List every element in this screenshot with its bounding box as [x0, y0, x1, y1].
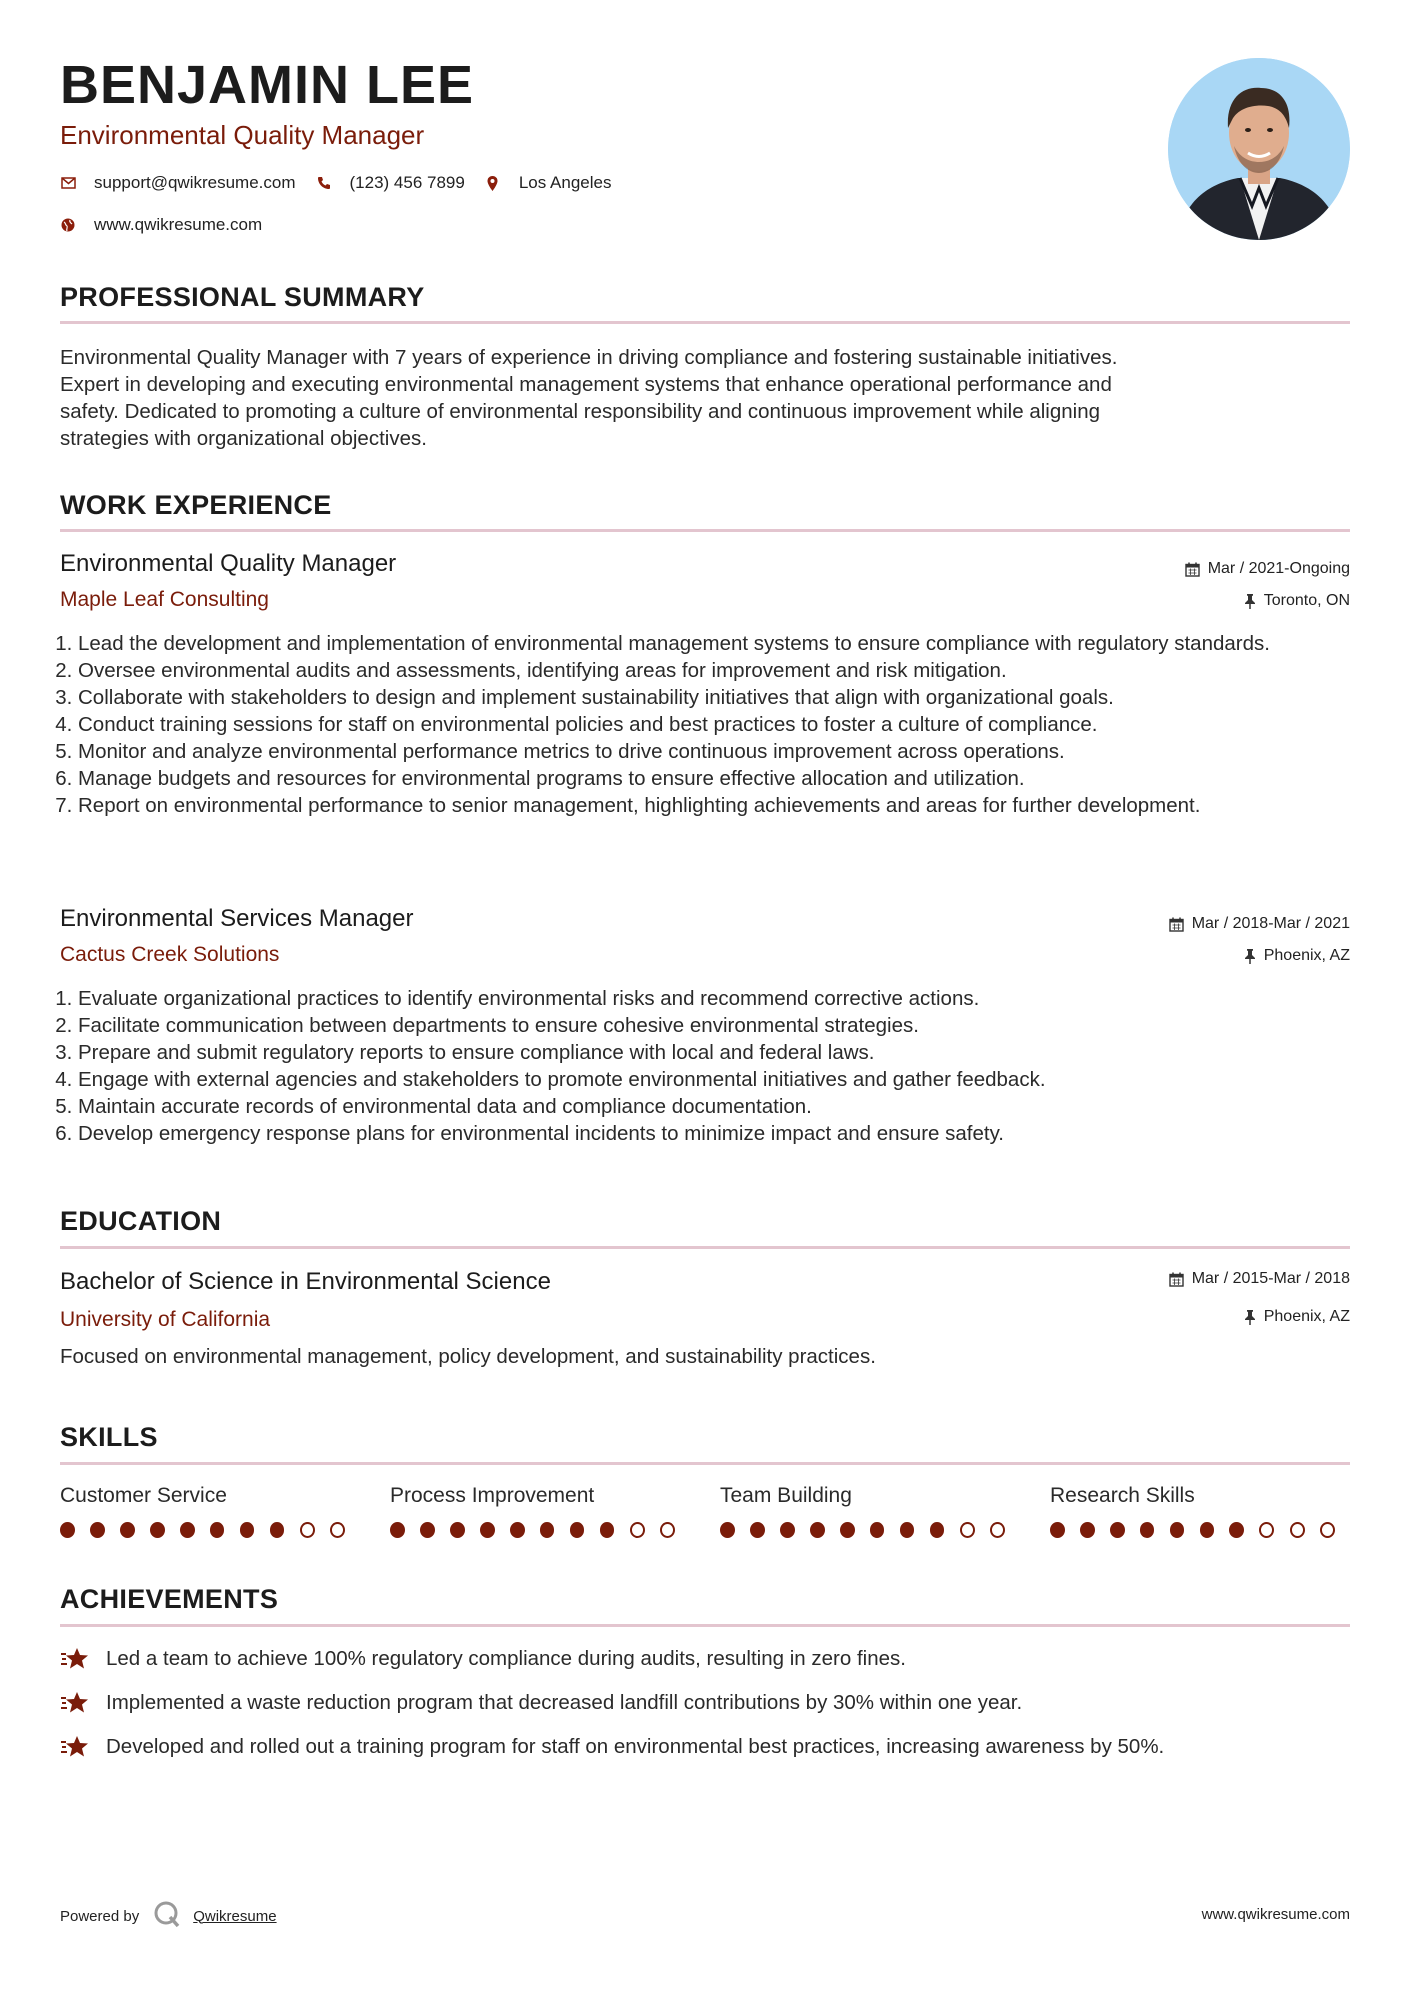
achievement-text: Led a team to achieve 100% regulatory compliance during audits, resulting in zero fines. [106, 1647, 906, 1670]
rating-dot-filled [60, 1522, 75, 1538]
rating-dot-filled [570, 1522, 585, 1538]
rating-dot-filled [1110, 1522, 1125, 1538]
skill-rating [1050, 1522, 1350, 1538]
rating-dot-filled [600, 1522, 615, 1538]
map-pin-icon [485, 175, 501, 191]
degree-title: Bachelor of Science in Environmental Science [60, 1268, 551, 1295]
achievement-item [60, 1734, 1164, 1760]
website-row [60, 215, 282, 235]
achievements-heading: ACHIEVEMENTS [60, 1584, 279, 1614]
achievement-text: Developed and rolled out a training program for staff on environmental best practices, increasing awareness by 50%. [106, 1735, 1165, 1758]
school-name: University of California [60, 1308, 271, 1331]
rating-dot-empty [1259, 1522, 1274, 1538]
location-text: Los Angeles [518, 173, 612, 192]
job-dates [1169, 915, 1350, 933]
skill-rating [720, 1522, 1020, 1538]
achievements-divider [60, 1624, 1350, 1627]
calendar-icon [1169, 917, 1184, 932]
skill-item [1050, 1484, 1350, 1538]
skills-divider [60, 1462, 1350, 1465]
job-title: Environmental Services Manager [60, 905, 414, 932]
job-location-text: Phoenix, AZ [1263, 947, 1350, 964]
rating-dot-empty [960, 1522, 975, 1538]
list-item: 1. Lead the development and implementation of environmental management systems to ensure compliance with regulatory standards. [78, 630, 1318, 657]
summary-heading: PROFESSIONAL SUMMARY [60, 282, 425, 312]
list-item: 6. Develop emergency response plans for environmental incidents to minimize impact and ensure safety. [78, 1120, 1318, 1147]
email-link[interactable]: support@qwikresume.com [94, 173, 296, 192]
education-location-text: Phoenix, AZ [1263, 1308, 1350, 1325]
rating-dot-filled [900, 1522, 915, 1538]
job-dates [1185, 560, 1350, 578]
job-bullets [60, 985, 1318, 1147]
rating-dot-filled [1200, 1522, 1215, 1538]
rating-dot-empty [330, 1522, 345, 1538]
list-item: 2. Facilitate communication between departments to ensure cohesive environmental strategies. [78, 1012, 1318, 1039]
summary-divider [60, 321, 1350, 324]
rating-dot-filled [450, 1522, 465, 1538]
rating-dot-empty [660, 1522, 675, 1538]
achievement-text: Implemented a waste reduction program that decreased landfill contributions by 30% within one year. [106, 1691, 1023, 1714]
education-heading: EDUCATION [60, 1206, 222, 1236]
rating-dot-filled [120, 1522, 135, 1538]
rating-dot-filled [390, 1522, 405, 1538]
candidate-name: BENJAMIN LEE [60, 55, 475, 115]
skill-label: Customer Service [60, 1484, 227, 1507]
phone-number[interactable]: (123) 456 7899 [349, 173, 465, 192]
rating-dot-filled [840, 1522, 855, 1538]
job-location-text: Toronto, ON [1263, 592, 1350, 609]
website-link[interactable]: www.qwikresume.com [94, 215, 263, 234]
list-item: 6. Manage budgets and resources for environmental programs to ensure effective allocation and utilization. [78, 765, 1318, 792]
skill-item [390, 1484, 690, 1538]
skill-item [60, 1484, 360, 1538]
company-name: Maple Leaf Consulting [60, 588, 269, 611]
skill-rating [60, 1522, 360, 1538]
achievement-item [60, 1690, 1022, 1716]
rating-dot-filled [780, 1522, 795, 1538]
rating-dot-filled [720, 1522, 735, 1538]
skills-grid [60, 1484, 1350, 1544]
job-bullets [60, 630, 1318, 819]
list-item: 5. Monitor and analyze environmental performance metrics to drive continuous improvement across operations. [78, 738, 1318, 765]
email-icon [60, 175, 76, 191]
summary-line: strategies with organizational objectives. [60, 427, 427, 450]
rating-dot-filled [750, 1522, 765, 1538]
pushpin-icon [1244, 949, 1256, 964]
list-item: 3. Collaborate with stakeholders to design and implement sustainability initiatives that align with organizational goals. [78, 684, 1318, 711]
rating-dot-filled [180, 1522, 195, 1538]
qwikresume-logo-icon [153, 1900, 181, 1932]
education-divider [60, 1246, 1350, 1249]
rating-dot-filled [1229, 1522, 1244, 1538]
rating-dot-empty [630, 1522, 645, 1538]
skill-label: Process Improvement [390, 1484, 595, 1507]
skills-heading: SKILLS [60, 1422, 158, 1452]
list-item: 1. Evaluate organizational practices to identify environmental risks and recommend corrective actions. [78, 985, 1318, 1012]
rating-dot-empty [990, 1522, 1005, 1538]
education-location [1244, 1308, 1350, 1326]
job-location [1244, 947, 1350, 965]
rating-dot-empty [1290, 1522, 1305, 1538]
rating-dot-filled [150, 1522, 165, 1538]
phone-icon [316, 175, 332, 191]
calendar-icon [1169, 1272, 1184, 1287]
rating-dot-filled [930, 1522, 945, 1538]
rating-dot-filled [1140, 1522, 1155, 1538]
rating-dot-filled [1170, 1522, 1185, 1538]
education-dates [1169, 1270, 1350, 1288]
rating-dot-filled [90, 1522, 105, 1538]
achievement-item [60, 1646, 906, 1672]
experience-heading: WORK EXPERIENCE [60, 490, 332, 520]
list-item: 3. Prepare and submit regulatory reports to ensure compliance with local and federal laws. [78, 1039, 1318, 1066]
rating-dot-filled [270, 1522, 285, 1538]
rating-dot-filled [510, 1522, 525, 1538]
job-dates-text: Mar / 2021-Ongoing [1207, 560, 1350, 577]
summary-line: safety. Dedicated to promoting a culture of environmental responsibility and continuous improvement while aligning [60, 400, 1100, 423]
pushpin-icon [1244, 594, 1256, 609]
star-award-icon [60, 1690, 90, 1716]
skill-item [720, 1484, 1020, 1538]
profile-photo [1168, 58, 1350, 240]
job-title: Environmental Quality Manager [60, 550, 397, 577]
rating-dot-filled [210, 1522, 225, 1538]
candidate-title: Environmental Quality Manager [60, 120, 425, 150]
skill-rating [390, 1522, 690, 1538]
job-location [1244, 592, 1350, 610]
education-description: Focused on environmental management, policy development, and sustainability practices. [60, 1345, 876, 1368]
skill-label: Team Building [720, 1484, 852, 1507]
list-item: 5. Maintain accurate records of environmental data and compliance documentation. [78, 1093, 1318, 1120]
rating-dot-filled [420, 1522, 435, 1538]
rating-dot-filled [870, 1522, 885, 1538]
skill-label: Research Skills [1050, 1484, 1195, 1507]
job-dates-text: Mar / 2018-Mar / 2021 [1191, 915, 1350, 932]
star-award-icon [60, 1734, 90, 1760]
summary-text [60, 344, 1350, 452]
footer-website[interactable]: www.qwikresume.com [1201, 1906, 1350, 1923]
pushpin-icon [1244, 1310, 1256, 1325]
calendar-icon [1185, 562, 1200, 577]
powered-by-label: Powered by [60, 1907, 140, 1925]
education-dates-text: Mar / 2015-Mar / 2018 [1191, 1270, 1350, 1287]
rating-dot-filled [810, 1522, 825, 1538]
list-item: 7. Report on environmental performance to senior management, highlighting achievements and areas for further development. [78, 792, 1318, 819]
globe-icon [60, 217, 76, 233]
list-item: 4. Engage with external agencies and stakeholders to promote environmental initiatives and gather feedback. [78, 1066, 1318, 1093]
list-item: 4. Conduct training sessions for staff on environmental policies and best practices to foster a culture of compliance. [78, 711, 1318, 738]
summary-line: Expert in developing and executing environmental management systems that enhance operational performance and [60, 373, 1112, 396]
rating-dot-filled [1080, 1522, 1095, 1538]
rating-dot-filled [480, 1522, 495, 1538]
list-item: 2. Oversee environmental audits and assessments, identifying areas for improvement and risk mitigation. [78, 657, 1318, 684]
company-name: Cactus Creek Solutions [60, 943, 280, 966]
rating-dot-filled [1050, 1522, 1065, 1538]
rating-dot-empty [1320, 1522, 1335, 1538]
rating-dot-empty [300, 1522, 315, 1538]
contact-row [60, 173, 631, 193]
experience-divider [60, 529, 1350, 532]
rating-dot-filled [540, 1522, 555, 1538]
star-award-icon [60, 1646, 90, 1672]
rating-dot-filled [240, 1522, 255, 1538]
footer-powered-by [60, 1900, 277, 1932]
summary-line: Environmental Quality Manager with 7 years of experience in driving compliance and fostering sustainable initiatives. [60, 346, 1118, 369]
qwikresume-link[interactable]: Qwikresume [193, 1907, 277, 1925]
